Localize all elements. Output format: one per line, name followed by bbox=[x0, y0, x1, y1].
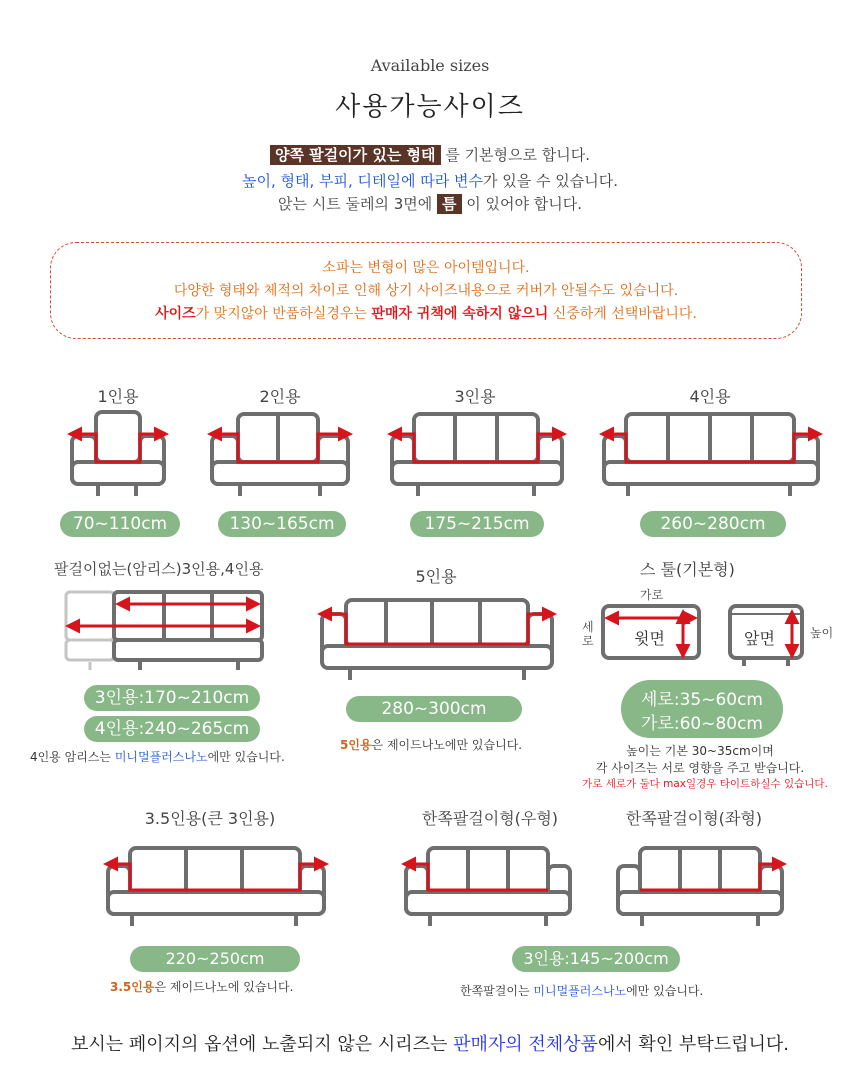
sofa-2-seater bbox=[212, 414, 348, 496]
note-3-5-b: 은 제이드나노에 있습니다. bbox=[154, 980, 294, 994]
intro-blue-text: 높이, 형태, 부피, 디테일에 따라 변수 bbox=[241, 172, 483, 190]
note-5-seater-a: 5인용 bbox=[340, 738, 372, 752]
notice-line-1: 소파는 변형이 많은 아이템입니다. bbox=[322, 260, 530, 276]
sofa-armless bbox=[66, 592, 262, 670]
note-one-arm-a: 한쪽팔걸이는 bbox=[460, 984, 530, 998]
label-5-seater: 5인용 bbox=[415, 567, 457, 586]
note-armless-c: 에만 있습니다. bbox=[207, 750, 285, 764]
intro-line-3-pre: 앉는 시트 둘레의 3면에 bbox=[277, 195, 433, 213]
title-korean: 사용가능사이즈 bbox=[335, 92, 525, 122]
sofa-left-arm bbox=[618, 848, 784, 926]
note-5-seater-b: 은 제이드나노에만 있습니다. bbox=[371, 738, 523, 752]
size-pill-2-seater: 130~165cm bbox=[218, 511, 346, 537]
note-one-arm-c: 에만 있습니다. bbox=[626, 984, 704, 998]
note-one-arm-product: 미니멀플러스나노 bbox=[533, 984, 627, 998]
size-pill-stool bbox=[621, 680, 783, 738]
stool-height-label: 높이 bbox=[810, 626, 834, 640]
notice-red-text: 판매자 귀책에 속하지 않으니 bbox=[371, 306, 549, 322]
footer-a: 보시는 페이지의 옵션에 노출되지 않은 시리즈는 bbox=[71, 1034, 448, 1055]
label-3-5-seater: 3.5인용(큰 3인용) bbox=[144, 809, 276, 828]
stool-size-1: 세로:35~60cm bbox=[641, 690, 763, 710]
size-pill-3-seater: 175~215cm bbox=[410, 511, 544, 537]
label-left-arm: 한쪽팔걸이형(좌형) bbox=[625, 809, 763, 828]
sofa-1-seater bbox=[72, 412, 164, 496]
stool-sero: 세로 bbox=[582, 620, 594, 648]
note-armless-product: 미니멀플러스나노 bbox=[114, 750, 208, 764]
gap-badge: 틈 bbox=[437, 194, 462, 214]
label-right-arm: 한쪽팔걸이형(우형) bbox=[421, 809, 559, 828]
note-3-5-seater bbox=[110, 978, 293, 995]
label-3-seater: 3인용 bbox=[454, 387, 496, 406]
stool-note-1: 높이는 기본 30~35cm이며 bbox=[626, 744, 774, 758]
sofa-5-seater bbox=[320, 600, 554, 680]
note-armless-a: 4인용 암리스는 bbox=[30, 750, 112, 764]
notice-line-2: 다양한 형태와 체적의 차이로 인해 상기 사이즈내용으로 커버가 안될수도 있습니다. bbox=[173, 283, 679, 299]
intro-line-2-text: 가 있을 수 있습니다. bbox=[483, 172, 618, 190]
stool-note-2: 각 사이즈는 서로 영향을 주고 받습니다. bbox=[595, 761, 805, 775]
note-one-arm bbox=[460, 982, 703, 999]
note-5-seater bbox=[340, 736, 522, 753]
stool-top-label: 윗면 bbox=[634, 629, 665, 648]
label-4-seater: 4인용 bbox=[689, 387, 731, 406]
notice-mid-text: 가 맞지않아 반품하실경우는 bbox=[195, 306, 367, 322]
intro-line-3-post: 이 있어야 합니다. bbox=[466, 195, 583, 213]
note-3-5-a: 3.5인용 bbox=[110, 980, 155, 994]
size-pill-4-seater: 260~280cm bbox=[640, 511, 786, 537]
size-pill-one-arm: 3인용:145~200cm bbox=[512, 946, 680, 972]
intro-line-1-text: 를 기본형으로 합니다. bbox=[445, 146, 591, 164]
sofa-right-arm bbox=[404, 848, 570, 926]
notice-end-text: 신중하게 선택바랍니다. bbox=[552, 306, 697, 322]
size-pill-5-seater: 280~300cm bbox=[346, 696, 522, 722]
label-1-seater: 1인용 bbox=[97, 387, 139, 406]
footer-text bbox=[0, 1030, 860, 1056]
label-armless: 팔걸이없는(암리스)3인용,4인용 bbox=[54, 560, 264, 578]
label-2-seater: 2인용 bbox=[259, 387, 301, 406]
intro-highlight: 양쪽 팔걸이가 있는 형태 bbox=[270, 145, 441, 165]
stool-note-3: 가로 세로가 둘다 max일경우 타이트하실수 있습니다. bbox=[582, 778, 828, 790]
footer-link-all-products[interactable]: 판매자의 전체상품 bbox=[453, 1034, 598, 1055]
title-english: Available sizes bbox=[370, 56, 490, 75]
size-pill-armless-4: 4인용:240~265cm bbox=[84, 716, 260, 742]
size-pill-3-5-seater: 220~250cm bbox=[130, 946, 300, 972]
note-armless bbox=[30, 748, 285, 765]
notice-size-word: 사이즈 bbox=[155, 306, 196, 322]
sofa-4-seater bbox=[604, 414, 818, 496]
label-stool: 스 툴(기본형) bbox=[640, 560, 735, 579]
stool-garo: 가로 bbox=[640, 588, 664, 602]
size-pill-1-seater: 70~110cm bbox=[60, 511, 180, 537]
stool-size-2: 가로:60~80cm bbox=[641, 714, 763, 734]
footer-c: 에서 확인 부탁드립니다. bbox=[597, 1034, 789, 1055]
sofa-3-5-seater bbox=[106, 848, 326, 926]
stool-front-label: 앞면 bbox=[744, 629, 775, 648]
size-pill-armless-3: 3인용:170~210cm bbox=[84, 685, 260, 711]
